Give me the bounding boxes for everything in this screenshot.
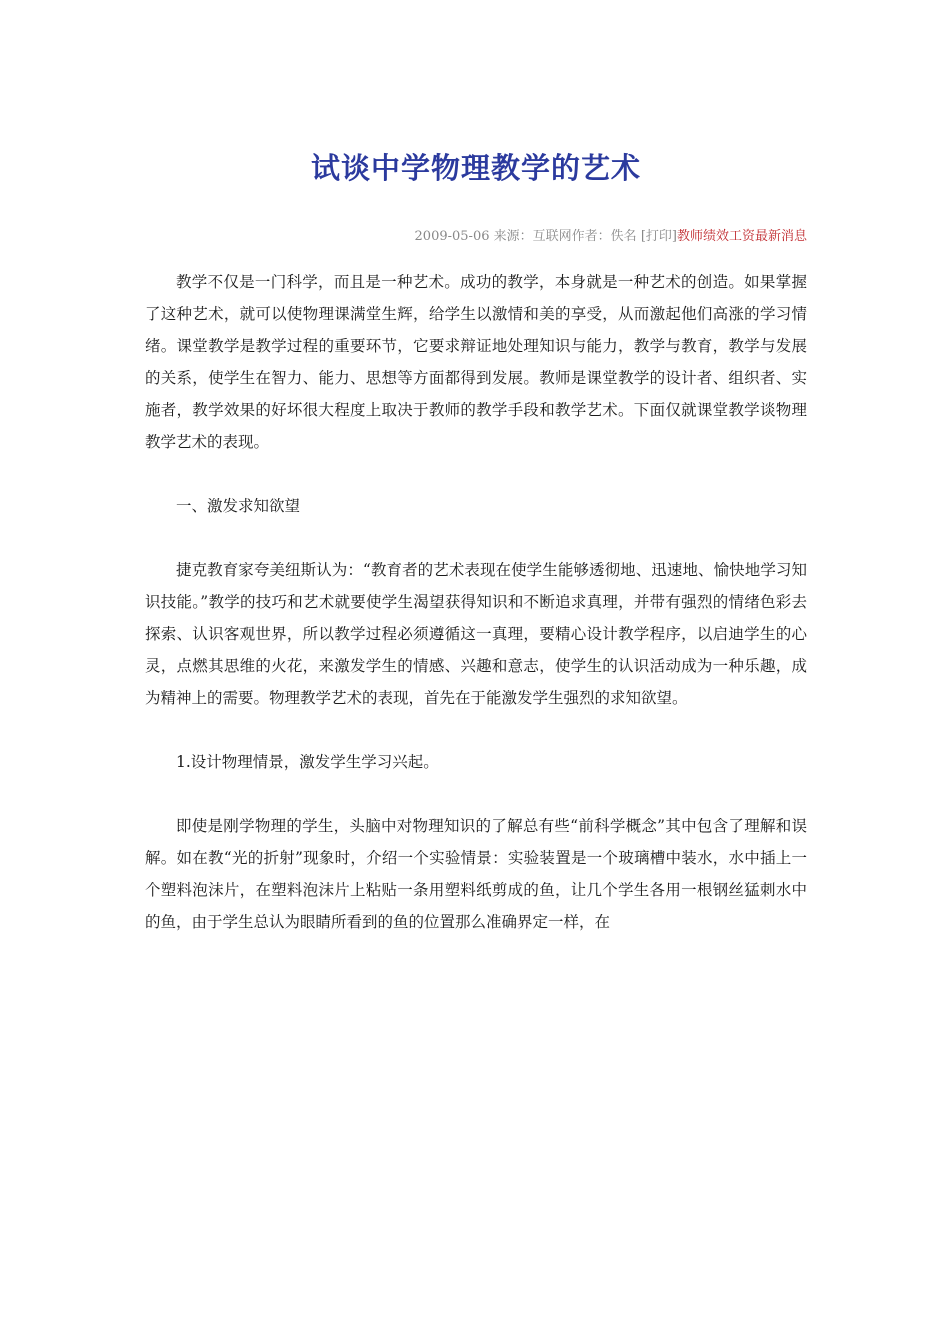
related-news-link[interactable]: 教师绩效工资最新消息 [676,229,807,244]
print-link[interactable]: [打印] [640,229,677,244]
author-label: 作者： [571,229,611,244]
paragraph-intro: 教学不仅是一门科学，而且是一种艺术。成功的教学，本身就是一种艺术的创造。如果掌握了这种艺术，就可以使物理课满堂生辉，给学生以激情和美的享受，从而激起他们高涨的学习情绪。课堂教学是教学过程的重要环节，它要求辩证地处理知识与能力，教学与教育，教学与发展的关系，使学生在智力、能力、思想等方面都得到发展。教师是课堂教学的设计者、组织者、实施者，教学效果的好坏很大程度上取决于教师的教学手段和教学艺术。下面仅就课堂教学谈物理教学艺术的表现。 [145,273,807,451]
article-meta [415,225,807,244]
publish-date: 2009-05-06 [414,229,490,244]
section-heading: 一、激发求知欲望 [176,497,301,515]
subsection-heading: 1.设计物理情景，激发学生学习兴起。 [176,753,439,771]
source-value: 互联网 [532,229,572,244]
author-value: 佚名 [610,229,637,244]
paragraph-motivation: 捷克教育家夸美纽斯认为：“教育者的艺术表现在使学生能够透彻地、迅速地、愉快地学习知识技能。”教学的技巧和艺术就要使学生渴望获得知识和不断追求真理，并带有强烈的情绪色彩去探索、认识客观世界，所以教学过程必须遵循这一真理，要精心设计教学程序，以启迪学生的心灵，点燃其思维的火花，来激发学生的情感、兴趣和意志，使学生的认识活动成为一种乐趣，成为精神上的需要。物理教学艺术的表现，首先在于能激发学生强烈的求知欲望。 [145,561,807,707]
paragraph-example: 即使是刚学物理的学生，头脑中对物理知识的了解总有些“前科学概念”其中包含了理解和误解。如在教“光的折射”现象时，介绍一个实验情景：实验装置是一个玻璃槽中装水，水中插上一个塑料泡沫片，在塑料泡沫片上粘贴一条用塑料纸剪成的鱼，让几个学生各用一根钢丝猛刺水中的鱼，由于学生总认为眼睛所看到的鱼的位置那么准确界定一样，在 [145,817,807,931]
article-body [145,266,807,970]
article-title: 试谈中学物理教学的艺术 [310,151,641,185]
source-label: 来源： [493,229,533,244]
